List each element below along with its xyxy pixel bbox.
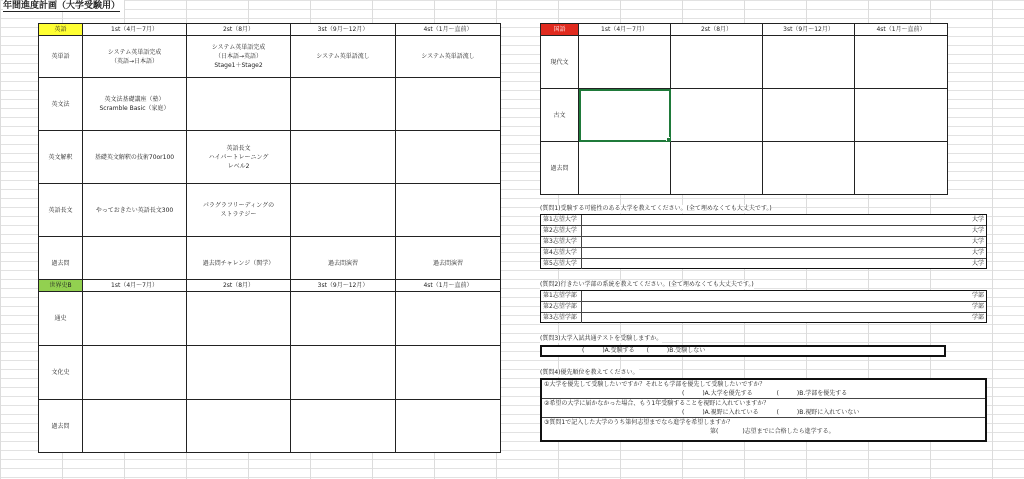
university-choice-suffix: 大学 xyxy=(971,249,984,256)
plan-cell[interactable]: システム英単語完成 （日本語→英語） Stage1＋Stage2 xyxy=(187,36,291,78)
plan-cell[interactable] xyxy=(579,142,671,195)
row-label[interactable]: 過去問 xyxy=(541,142,579,195)
plan-cell[interactable]: 過去問チャレンジ（関学） xyxy=(187,237,291,291)
q4-item-1-question: ①大学を優先して受験したいですか？それとも学部を優先して受験したいですか？ xyxy=(544,381,766,388)
plan-cell[interactable] xyxy=(396,400,501,453)
plan-cell[interactable]: システム英単語流し xyxy=(396,36,501,78)
plan-cell[interactable] xyxy=(671,89,763,142)
world-history-row xyxy=(39,292,501,346)
q2-faculty-list xyxy=(540,290,987,323)
english-plan-table xyxy=(38,23,501,291)
plan-cell[interactable] xyxy=(763,36,855,89)
selected-cell[interactable] xyxy=(579,89,671,142)
header-3st[interactable]: 3st（9月〜12月） xyxy=(763,24,855,36)
plan-cell[interactable] xyxy=(83,292,187,346)
university-choice-label: 第4志望大学 xyxy=(543,248,582,258)
row-label[interactable]: 文化史 xyxy=(39,346,83,400)
university-choice-suffix: 大学 xyxy=(971,227,984,234)
plan-cell[interactable] xyxy=(291,78,396,131)
header-3st[interactable]: 3st（9月〜12月） xyxy=(291,24,396,36)
header-2st[interactable]: 2st（8月） xyxy=(671,24,763,36)
question-2-text: (質問2)行きたい学部の系統を教えてください。(全て埋めなくても大丈夫です。) xyxy=(540,281,754,288)
university-choice-suffix: 大学 xyxy=(971,216,984,223)
header-2st[interactable]: 2st（8月） xyxy=(187,24,291,36)
japanese-row xyxy=(541,89,948,142)
university-choice-suffix: 大学 xyxy=(971,238,984,245)
plan-cell[interactable]: やっておきたい英語長文300 xyxy=(83,184,187,237)
plan-cell[interactable]: システム英単語完成 （英語→日本語） xyxy=(83,36,187,78)
plan-cell[interactable] xyxy=(579,36,671,89)
plan-cell[interactable] xyxy=(187,78,291,131)
plan-cell[interactable] xyxy=(291,400,396,453)
q3-answer-options[interactable]: ( )A.受験する ( )B.受験しない xyxy=(582,347,706,354)
subject-label-world-history[interactable]: 世界史B xyxy=(39,280,83,292)
plan-cell[interactable]: 過去問演習 xyxy=(291,237,396,291)
question-3-text: (質問3)大学入試共通テストを受験しますか。 xyxy=(540,335,663,342)
world-history-row xyxy=(39,346,501,400)
q4-item-2-question: ②希望の大学に届かなかった場合、もう1年受験することを視野に入れていますか？ xyxy=(544,400,770,407)
q4-priority-box xyxy=(540,378,987,442)
row-label[interactable]: 英単語 xyxy=(39,36,83,78)
world-history-plan-table xyxy=(38,279,501,453)
plan-cell[interactable] xyxy=(187,400,291,453)
question-4-text: (質問4)優先順位を教えてください。 xyxy=(540,369,639,376)
plan-cell[interactable] xyxy=(855,36,948,89)
plan-cell[interactable]: システム英単語流し xyxy=(291,36,396,78)
plan-cell[interactable] xyxy=(396,346,501,400)
row-label[interactable]: 英文法 xyxy=(39,78,83,131)
plan-cell[interactable] xyxy=(396,78,501,131)
plan-cell[interactable] xyxy=(671,36,763,89)
page-title: 年間進度計画（大学受験用） xyxy=(3,0,124,12)
row-label[interactable]: 英文解釈 xyxy=(39,131,83,184)
university-choice-label: 第3志望大学 xyxy=(543,237,582,247)
plan-cell[interactable] xyxy=(291,131,396,184)
plan-cell[interactable] xyxy=(83,346,187,400)
subject-label-japanese[interactable]: 国語 xyxy=(541,24,579,36)
plan-cell[interactable] xyxy=(291,184,396,237)
university-choice-row[interactable] xyxy=(541,237,986,248)
university-choice-suffix: 大学 xyxy=(971,260,984,267)
plan-cell[interactable] xyxy=(187,346,291,400)
plan-cell[interactable] xyxy=(396,184,501,237)
row-label[interactable]: 現代文 xyxy=(541,36,579,89)
university-choice-label: 第1志望大学 xyxy=(543,215,582,225)
header-4st[interactable]: 4st（1月〜直前） xyxy=(396,280,501,292)
plan-cell[interactable] xyxy=(396,131,501,184)
q4-item-1-answer[interactable]: ( )A.大学を優先する ( )B.学部を優先する xyxy=(542,389,985,399)
faculty-choice-row[interactable] xyxy=(541,291,986,302)
university-choice-label: 第2志望大学 xyxy=(543,226,582,236)
english-row xyxy=(39,184,501,237)
faculty-choice-row[interactable] xyxy=(541,313,986,323)
faculty-choice-suffix: 学部 xyxy=(971,314,984,321)
row-label[interactable]: 古文 xyxy=(541,89,579,142)
faculty-choice-label: 第3志望学部 xyxy=(543,313,582,323)
faculty-choice-row[interactable] xyxy=(541,302,986,313)
world-history-row xyxy=(39,400,501,453)
plan-cell[interactable] xyxy=(855,142,948,195)
japanese-row xyxy=(541,142,948,195)
q4-item-2-answer[interactable]: ( )A.視野に入れている ( )B.視野に入れていない xyxy=(542,408,985,418)
plan-cell[interactable] xyxy=(83,400,187,453)
english-header-row xyxy=(39,24,501,36)
plan-cell[interactable] xyxy=(396,292,501,346)
plan-cell[interactable] xyxy=(855,89,948,142)
plan-cell[interactable]: 英文法基礎講座（塾） Scramble Basic（家庭） xyxy=(83,78,187,131)
japanese-header-row xyxy=(541,24,948,36)
plan-cell[interactable] xyxy=(671,142,763,195)
faculty-choice-label: 第2志望学部 xyxy=(543,302,582,312)
header-4st[interactable]: 4st（1月〜直前） xyxy=(396,24,501,36)
japanese-plan-table xyxy=(540,23,948,195)
english-row xyxy=(39,78,501,131)
university-choice-label: 第5志望大学 xyxy=(543,259,582,269)
university-choice-row[interactable] xyxy=(541,226,986,237)
q4-item-3-question: ③質問1で記入した大学のうち第何志望までなら進学を希望しますか？ xyxy=(544,419,734,426)
header-3st[interactable]: 3st（9月〜12月） xyxy=(291,280,396,292)
row-label[interactable]: 英語長文 xyxy=(39,184,83,237)
plan-cell[interactable] xyxy=(763,89,855,142)
plan-cell[interactable]: 過去問演習 xyxy=(396,237,501,291)
university-choice-row[interactable] xyxy=(541,215,986,226)
row-label[interactable]: 通史 xyxy=(39,292,83,346)
faculty-choice-suffix: 学部 xyxy=(971,303,984,310)
university-choice-row[interactable] xyxy=(541,259,986,269)
japanese-row xyxy=(541,36,948,89)
english-row xyxy=(39,36,501,78)
fill-handle[interactable] xyxy=(666,137,671,142)
header-1st[interactable]: 1st（4月〜7月） xyxy=(83,280,187,292)
row-label[interactable]: 過去問 xyxy=(39,237,83,291)
subject-label-english[interactable]: 英語 xyxy=(39,24,83,36)
header-4st[interactable]: 4st（1月〜直前） xyxy=(855,24,948,36)
english-row xyxy=(39,131,501,184)
header-1st[interactable]: 1st（4月〜7月） xyxy=(83,24,187,36)
header-1st[interactable]: 1st（4月〜7月） xyxy=(579,24,671,36)
row-label[interactable]: 過去問 xyxy=(39,400,83,453)
plan-cell[interactable] xyxy=(187,292,291,346)
world-history-header-row xyxy=(39,280,501,292)
q1-university-list xyxy=(540,214,987,269)
q4-item-3-answer[interactable]: 第( )志望までに合格したら進学する。 xyxy=(710,428,835,435)
plan-cell[interactable]: 英語長文 ハイパートレーニング レベル2 xyxy=(187,131,291,184)
header-2st[interactable]: 2st（8月） xyxy=(187,280,291,292)
faculty-choice-label: 第1志望学部 xyxy=(543,291,582,301)
plan-cell[interactable] xyxy=(291,346,396,400)
plan-cell[interactable]: 基礎英文解釈の技術70or100 xyxy=(83,131,187,184)
university-choice-row[interactable] xyxy=(541,248,986,259)
plan-cell[interactable] xyxy=(763,142,855,195)
question-1-text: (質問1)受験する可能性のある大学を教えてください。(全て埋めなくても大丈夫です。) xyxy=(540,205,772,212)
faculty-choice-suffix: 学部 xyxy=(971,292,984,299)
q3-answer-box[interactable] xyxy=(540,345,946,357)
plan-cell[interactable] xyxy=(291,292,396,346)
plan-cell[interactable]: パラグラフリーディングの ストラテジー xyxy=(187,184,291,237)
